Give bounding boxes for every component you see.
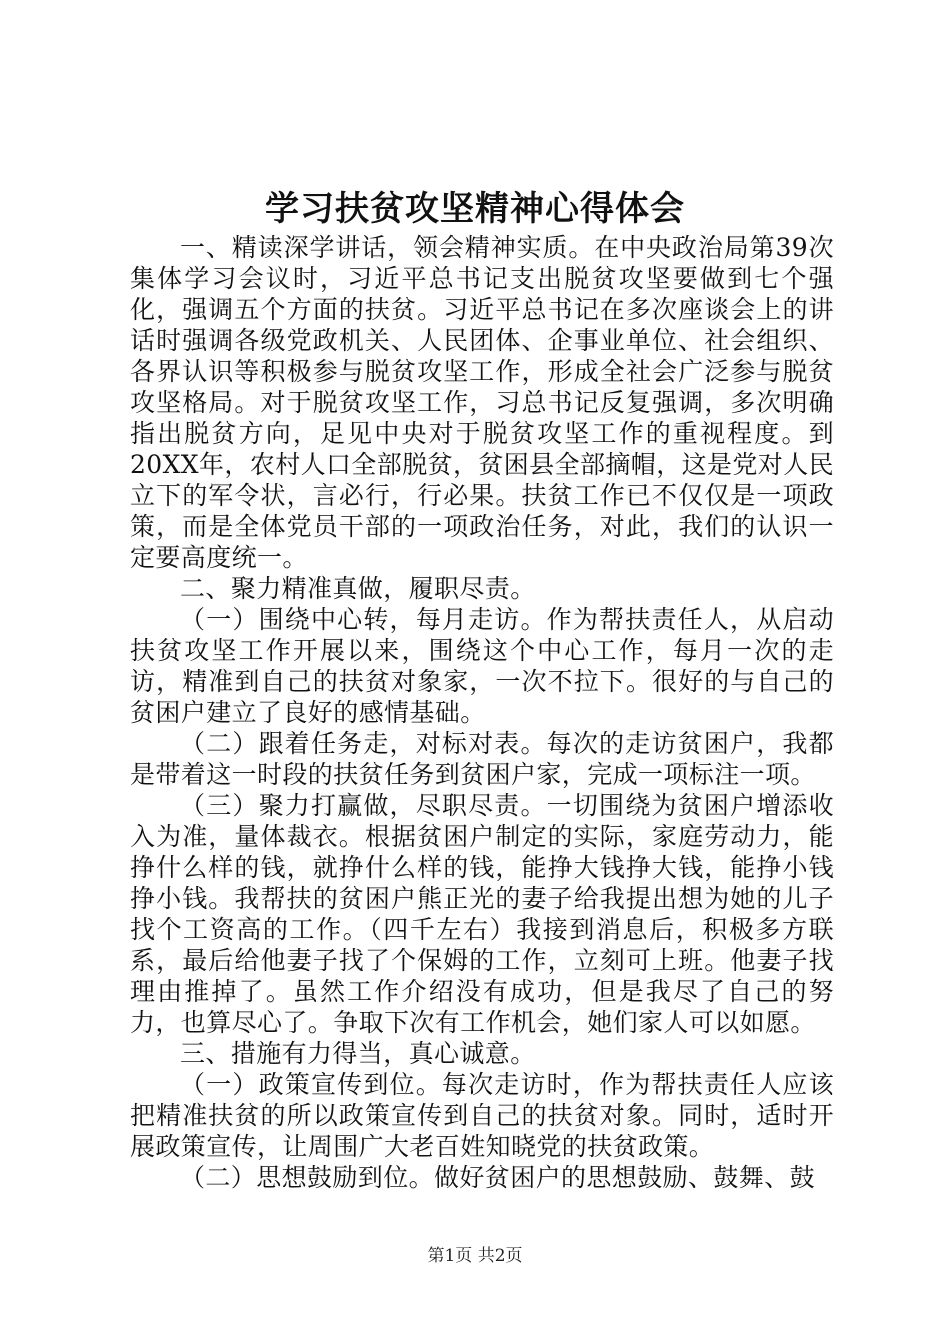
paragraph-1: 一、精读深学讲话，领会精神实质。在中央政治局第39次集体学习会议时，习近平总书记支出脱贫攻坚要做到七个强化，强调五个方面的扶贫。习近平总书记在多次座谈会上的讲话时强调各级党政机关、人民团体、企事业单位、社会组织、各界认识等积极参与脱贫攻坚工作，形成全社会广泛参与脱贫攻坚格局。对于脱贫攻坚工作，习总书记反复强调，多次明确指出脱贫方向，足见中央对于脱贫攻坚工作的重视程度。到20XX年，农村人口全部脱贫，贫困县全部摘帽，这是党对人民立下的军令状，言必行，行必果。扶贫工作已不仅仅是一项政策，而是全体党员干部的一项政治任务，对此，我们的认识一定要高度统一。 bbox=[130, 233, 835, 572]
paragraph-4: （二）跟着任务走，对标对表。每次的走访贫困户，我都是带着这一时段的扶贫任务到贫困户家，完成一项标注一项。 bbox=[130, 729, 834, 789]
paragraph-2: 二、聚力精准真做，履职尽责。 bbox=[180, 574, 536, 603]
page-footer: 第1页 共2页 bbox=[427, 1246, 523, 1266]
document-body bbox=[130, 232, 834, 1193]
document-title: 学习扶贫攻坚精神心得体会 bbox=[265, 189, 685, 229]
paragraph-7: （一）政策宣传到位。每次走访时，作为帮扶责任人应该把精准扶贫的所以政策宣传到自己的扶贫对象。同时，适时开展政策宣传，让周围广大老百姓知晓党的扶贫政策。 bbox=[130, 1070, 834, 1161]
paragraph-3: （一）围绕中心转，每月走访。作为帮扶责任人，从启动扶贫攻坚工作开展以来，围绕这个中心工作，每月一次的走访，精准到自己的扶贫对象家，一次不拉下。很好的与自己的贫困户建立了良好的感情基础。 bbox=[130, 605, 834, 727]
paragraph-6: 三、措施有力得当，真心诚意。 bbox=[180, 1039, 536, 1068]
paragraph-8: （二）思想鼓励到位。做好贫困户的思想鼓励、鼓舞、鼓 bbox=[180, 1163, 816, 1192]
paragraph-5: （三）聚力打赢做，尽职尽责。一切围绕为贫困户增添收入为准，量体裁衣。根据贫困户制定的实际，家庭劳动力，能挣什么样的钱，就挣什么样的钱，能挣大钱挣大钱，能挣小钱挣小钱。我帮扶的贫困户熊正光的妻子给我提出想为她的儿子找个工资高的工作。（四千左右）我接到消息后，积极多方联系，最后给他妻子找了个保姆的工作，立刻可上班。他妻子找理由推掉了。虽然工作介绍没有成功，但是我尽了自己的努力，也算尽心了。争取下次有工作机会，她们家人可以如愿。 bbox=[130, 791, 834, 1037]
